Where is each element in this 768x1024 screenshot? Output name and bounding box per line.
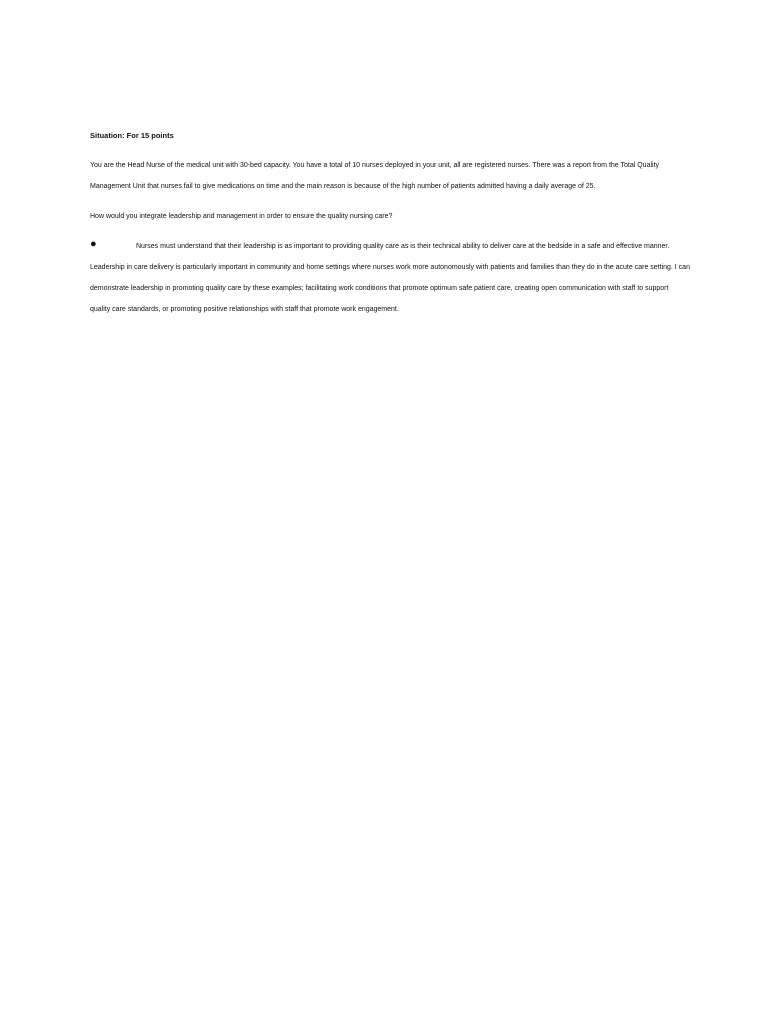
answer-paragraph: Nurses must understand that their leadership is as important to providing quality care as is their technical ability to deliver care at the bedside in a safe and effective manner. Leadership in care delivery is particularly important in community and home settings where nurses work more autonomously with patients and families than they do in the acute care setting. I can demonstrate leadership in promoting quality care by these examples; facilitating work conditions that promote optimum safe patient care, creating open communication with staff to support quality care standards, or promoting positive relationships with staff that promote work engagement. xyxy=(90,243,690,314)
scenario-paragraph: You are the Head Nurse of the medical unit with 30-bed capacity. You have a total of 10 nurses deployed in your unit, all are registered nurses. There was a report from the Total Quality Management Unit that nurses fail to give medications on time and the main reason is because of the high number of patients admitted having a daily average of 25. xyxy=(90,162,660,190)
situation-heading: Situation: For 15 points xyxy=(90,131,174,140)
document-content xyxy=(90,126,690,320)
question-paragraph: How would you integrate leadership and management in order to ensure the quality nursing care? xyxy=(90,212,393,220)
bullet-icon: ● xyxy=(90,238,97,251)
answer-bullet-item xyxy=(90,236,690,320)
